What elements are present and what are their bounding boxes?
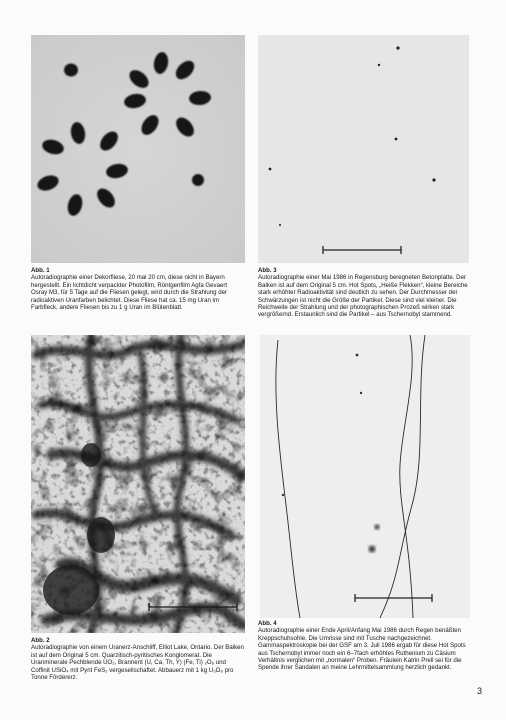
figure-abb2-image bbox=[31, 335, 245, 633]
figure-abb4-caption bbox=[258, 620, 470, 672]
figure-abb1-image bbox=[31, 35, 245, 263]
figure-caption-text: Autoradiographie einer Dekorfliese, 20 mal 20 cm, diese nicht in Bayern hergestellt. Ein lichtdicht verpackter Photofilm, Röntgenfilm Agfa Gevaert Osray M3, für 5 Tage auf die Fliesen gelegt, wird durch die Strahlung der radioaktiven Uranfarben belichtet. Diese Fliese hat ca. 15 mg Uran im Farbfleck, andere Fliesen bis zu 1 g Uran im Blütenblatt. bbox=[31, 274, 228, 312]
figure-label: Abb. 3 bbox=[258, 267, 277, 274]
figure-label: Abb. 1 bbox=[31, 267, 50, 274]
figure-label: Abb. 4 bbox=[258, 620, 277, 627]
figure-abb3-image bbox=[258, 35, 469, 263]
figure-caption-text: Autoradiographie von einem Uranerz-Anschliff, Elliot Lake, Ontario. Der Balken ist auf dem Original 5 cm. Quarzitisch-pyritisches Konglomerat. Die Uranminerale Pechblende UO₂, Brannerit (U, Ca, Th, Y) (Fe, Ti) ₂O₆ und Coffinit USiO₄ mit Pyrit FeS₂ vergesellschaftet. Abbauerz mit 1 kg U₃O₈ pro Tonne Fördererz. bbox=[31, 644, 244, 682]
figure-label: Abb. 2 bbox=[31, 637, 50, 644]
figure-caption-text: Autoradiographie einer Ende April/Anfang Mai 1986 durch Regen benäßten Kreppschuhsohle. Die Umrisse sind mit Tusche nachgezeichnet. Gammaspektroskopie bei der GSF am 3. Juli 1986 ergab für diese Hot Spots aus Tschernobyl immer noch ein 6–7fach erhöhtes Ruthenium zu Cäsium Verhältnis verglichen mit „normalen“ Proben. Fräulein Katrin Prell sei für die Spende ihrer Sandalen an meine Lehrmittelsammlung herzlich gedankt. bbox=[258, 627, 466, 672]
figure-abb1-caption bbox=[31, 267, 245, 311]
figure-abb4-image bbox=[260, 335, 470, 618]
figure-caption-text: Autoradiographie einer Mai 1986 in Regensburg beregneten Betonplatte. Der Balken ist auf dem Original 5 cm. Hot Spots, „Heiße Flekken“, kleine Bereiche stark erhöhter Radioaktivität sind deutlich zu sehen. Der Durchmesser der Schwärzungen ist nicht die Größe der Partikel. Diese sind viel kleiner. Die Reichweite der Strahlung und der photographischen Prozeß wirken stark vergrößernd. Erstaunlich sind die Partikel – aus Tschernobyl stammend. bbox=[258, 274, 468, 319]
page-number: 3 bbox=[476, 686, 482, 696]
figure-abb3-caption bbox=[258, 267, 470, 319]
figure-abb2-caption bbox=[31, 637, 245, 681]
